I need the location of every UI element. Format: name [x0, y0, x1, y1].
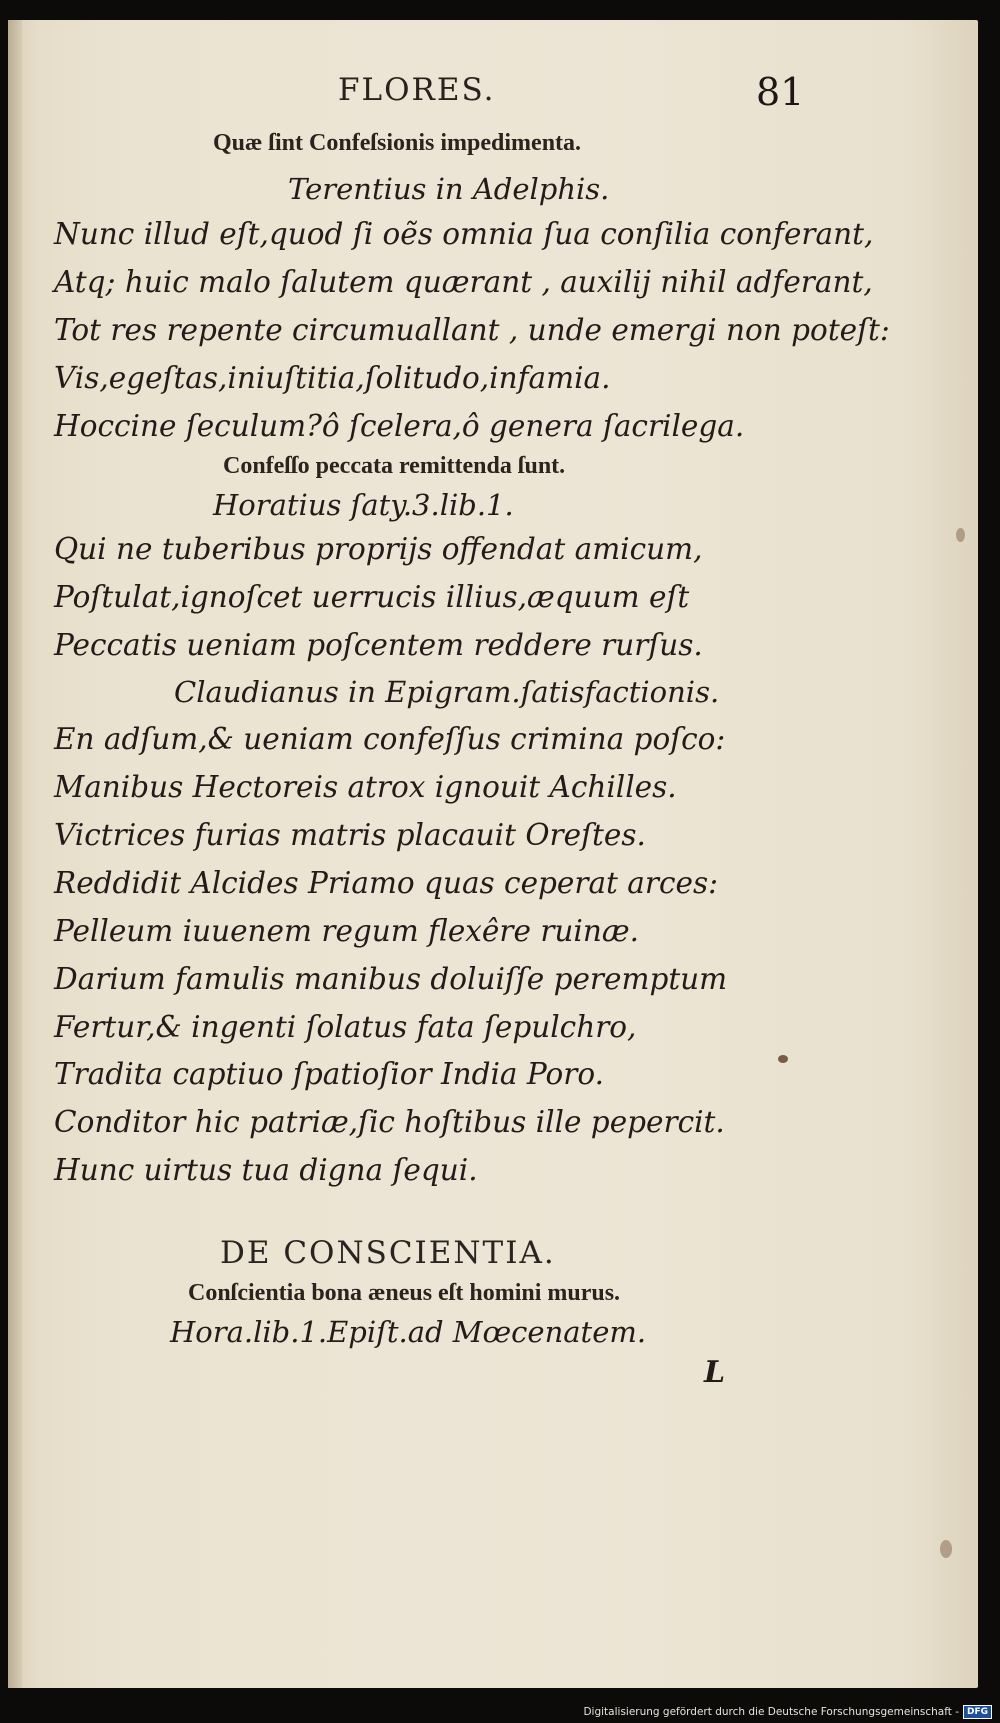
verse-line: Manibus Hectoreis atrox ignouit Achilles.	[54, 770, 677, 804]
verse-line: Poſtulat,ignoſcet uerrucis illius,æquum eſt	[54, 580, 690, 614]
verse-line: Tradita captiuo ſpatioſior India Poro.	[54, 1057, 605, 1091]
author-horatius-epist: Hora.lib.1.Epiſt.ad Mœcenatem.	[170, 1315, 647, 1349]
credit-text: Digitalisierung gefördert durch die Deutsche Forschungsgemeinschaft -	[583, 1706, 959, 1718]
digitization-credit	[583, 1705, 992, 1719]
verse-line: Conditor hic patriæ,ſic hoſtibus ille pepercit.	[54, 1105, 725, 1139]
heading-conscientia-bona: Conſcientia bona æneus eſt homini murus.	[188, 1280, 621, 1306]
heading-confessionis-impedimenta: Quæ ſint Confeſsionis impedimenta.	[213, 130, 582, 156]
page-gutter	[8, 20, 22, 1688]
verse-line: Hoccine ſeculum?ô ſcelera,ô genera ſacrilega.	[54, 409, 745, 443]
paper-blemish	[956, 528, 965, 542]
verse-line: Peccatis ueniam poſcentem reddere rurſus.	[54, 628, 703, 662]
verse-line: Atq; huic malo ſalutem quærant , auxilij nihil adferant,	[54, 265, 873, 299]
page-number: 81	[756, 70, 805, 114]
author-terentius: Terentius in Adelphis.	[288, 172, 610, 206]
author-horatius: Horatius ſaty.3.lib.1.	[213, 488, 514, 522]
verse-line: Tot res repente circumuallant , unde emergi non poteſt:	[54, 313, 890, 347]
verse-line: En adſum,& ueniam confeſſus crimina poſco:	[54, 722, 726, 756]
verse-line: Victrices furias matris placauit Oreſtes.	[54, 818, 646, 852]
heading-confesso-peccata: Confeſſo peccata remittenda ſunt.	[223, 453, 566, 479]
verse-line: Pelleum iuuenem regum flexêre ruinæ.	[54, 914, 639, 948]
author-claudianus: Claudianus in Epigram.ſatisfactionis.	[174, 675, 720, 709]
verse-line: Qui ne tuberibus proprijs offendat amicum,	[54, 532, 703, 566]
catchword: L	[704, 1355, 726, 1390]
paper-blemish	[940, 1540, 952, 1558]
verse-line: Nunc illud eſt,quod ſi oẽs omnia ſua conſilia conferant,	[54, 217, 874, 251]
verse-line: Vis,egeſtas,iniuſtitia,ſolitudo,infamia.	[54, 361, 611, 395]
running-title: FLORES.	[338, 72, 496, 108]
verse-line: Hunc uirtus tua digna ſequi.	[54, 1153, 478, 1187]
ink-speck	[778, 1055, 788, 1063]
dfg-logo: DFG	[963, 1705, 992, 1719]
section-heading: DE CONSCIENTIA.	[220, 1235, 556, 1271]
verse-line: Reddidit Alcides Priamo quas ceperat arces:	[54, 866, 719, 900]
verse-line: Fertur,& ingenti ſolatus fata ſepulchro,	[54, 1010, 637, 1044]
book-page	[8, 20, 978, 1688]
verse-line: Darium famulis manibus doluiſſe peremptum	[54, 962, 728, 996]
